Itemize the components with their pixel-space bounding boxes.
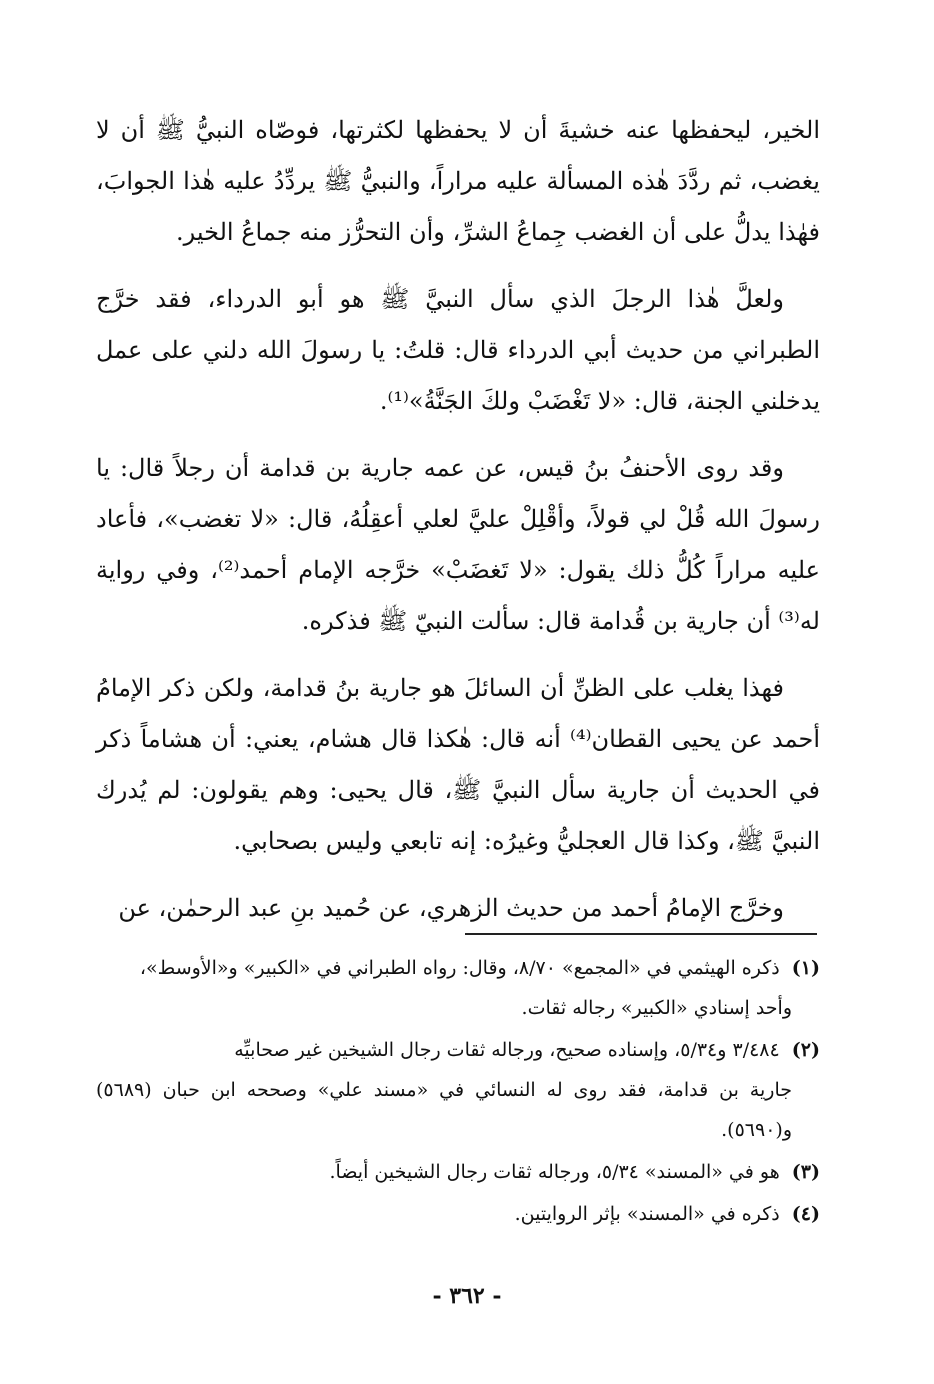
- footnote-4: [96, 1194, 820, 1234]
- footnote-number: (٣): [791, 1161, 820, 1183]
- paragraph-4: فهذا يغلب على الظنِّ أن السائلَ هو جارية بنُ قدامة، ولكن ذكر الإمامُ أحمد عن يحيى القطان⁽⁴⁾ أنه قال: هٰكذا قال هشام، يعني: أن هشاماً ذكر في الحديث أن جارية سأل النبيَّ ﷺ، قال يحيى: وهم يقولون: لم يُدرك النبيَّ ﷺ، وكذا قال العجليُّ وغيرُه: إنه تابعي وليس بصحابي.: [96, 674, 820, 855]
- footnote-text-continued: جارية بن قدامة، فقد روى له النسائي في «مسند علي» وصححه ابن حبان (٥٦٨٩) و(٥٦٩٠).: [96, 1079, 792, 1141]
- footnote-number: (٢): [791, 1039, 820, 1061]
- footnotes: [96, 948, 820, 1236]
- footnote-3: [96, 1152, 820, 1192]
- paragraph-1: الخير، ليحفظها عنه خشيةَ أن لا يحفظها لكثرتها، فوصّاه النبيُّ ﷺ أن لا يغضب، ثم ردَّدَ هٰذه المسألة عليه مراراً، والنبيُّ ﷺ يردِّدُ عليه هٰذا الجوابَ، فهٰذا يدلُّ على أن الغضب جِماعُ الشرِّ، وأن التحرُّز منه جماعُ الخير.: [96, 116, 820, 246]
- paragraph-3: وقد روى الأحنفُ بنُ قيس، عن عمه جارية بن قدامة أن رجلاً قال: يا رسولَ الله قُلْ لي قولاً، وأقْلِلْ عليَّ لعلي أعقِلُهُ، قال: «لا تغضب»، فأعاد عليه مراراً كُلُّ ذلك يقول: «لا تَغضَبْ» خرَّجه الإمام أحمد⁽²⁾، وفي رواية له⁽³⁾ أن جارية بن قُدامة قال: سألت النبيّ ﷺ فذكره.: [96, 454, 820, 635]
- paragraph-5: وخرَّج الإمامُ أحمد من حديث الزهري، عن حُميد بنِ عبد الرحمٰن، عن: [118, 894, 784, 922]
- page-number: - ٣٦٢ -: [432, 1283, 502, 1309]
- footnote-text: ٣/٤٨٤ و٥/٣٤، وإسناده صحيح، ورجاله ثقات رجال الشيخين غير صحابيِّه: [234, 1039, 780, 1061]
- footnote-text: ذكره في «المسند» بإثر الروايتين.: [514, 1203, 780, 1225]
- paragraph-2: ولعلَّ هٰذا الرجلَ الذي سأل النبيَّ ﷺ هو أبو الدرداء، فقد خرَّج الطبراني من حديث أبي الدرداء قال: قلتُ: يا رسولَ الله دلني على عمل يدخلني الجنة، قال: «لا تَغْضَبْ ولكَ الجَنَّةُ»⁽¹⁾.: [96, 285, 820, 415]
- footnote-number: (١): [791, 957, 820, 979]
- footnote-text-continued: وأحد إسنادي «الكبير» رجاله ثقات.: [521, 997, 792, 1019]
- footnote-1: [96, 948, 820, 1028]
- footnote-text: هو في «المسند» ٥/٣٤، ورجاله ثقات رجال الشيخين أيضاً.: [329, 1161, 780, 1183]
- footnote-2: [96, 1030, 820, 1150]
- footnote-divider: [465, 933, 817, 935]
- main-text: [96, 105, 820, 950]
- footnote-number: (٤): [791, 1203, 820, 1225]
- footnote-text: ذكره الهيثمي في «المجمع» ٨/٧٠، وقال: رواه الطبراني في «الكبير» و«الأوسط»،: [139, 957, 780, 979]
